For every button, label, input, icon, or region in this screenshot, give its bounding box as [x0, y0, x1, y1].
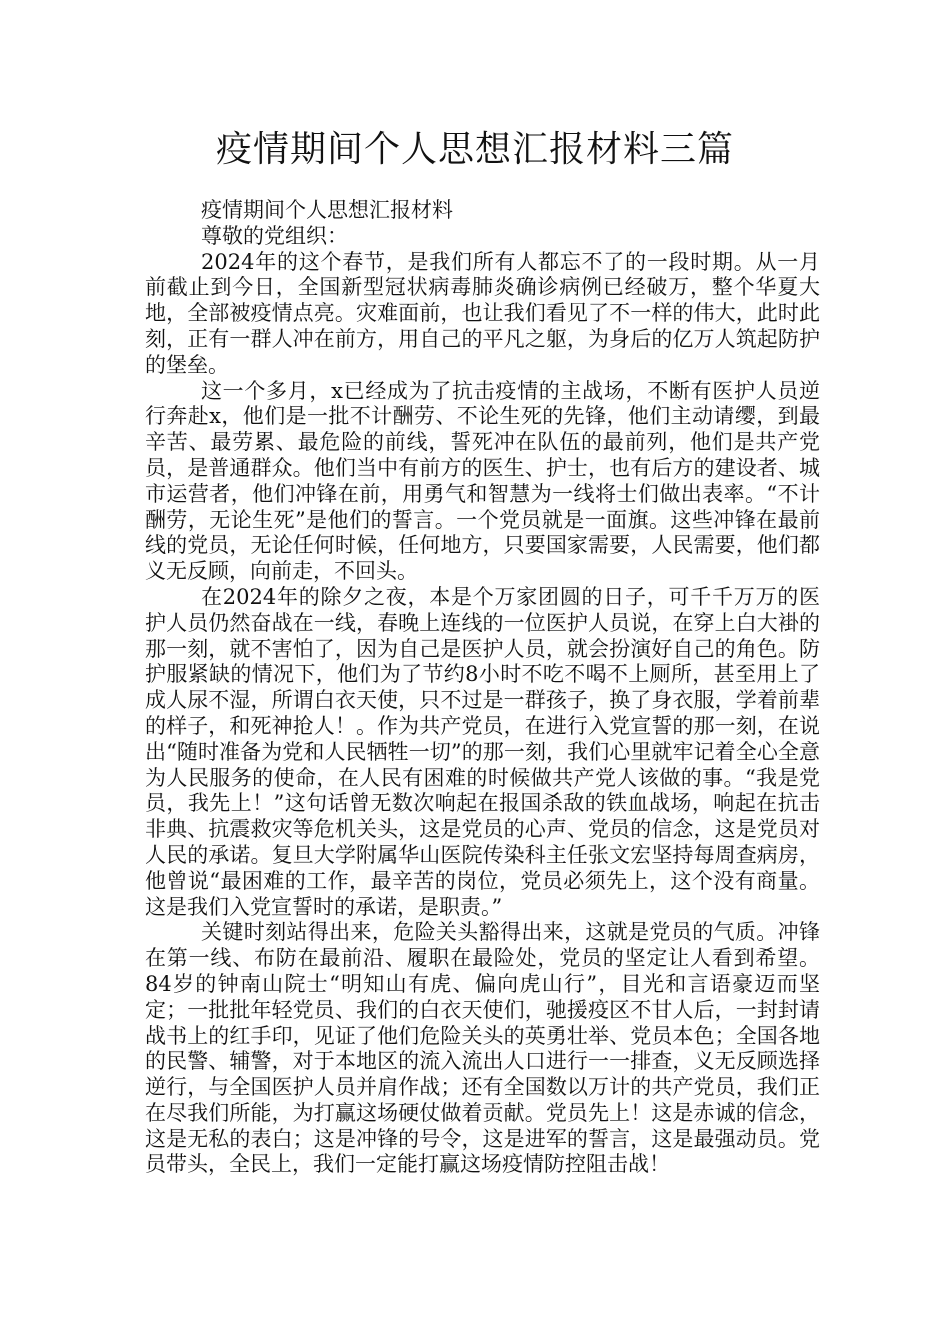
paragraph-4: 关键时刻站得出来，危险关头豁得出来，这就是党员的气质。冲锋在第一线、布防在最前沿、履职在最险处，党员的坚定让人看到希望。84岁的钟南山院士“明知山有虎、偏向虎山行”，目光和言语豪迈而坚定；一批批年轻党员、我们的白衣天使们，驰援疫区不甘人后，一封封请战书上的红手印，见证了他们危险关头的英勇壮举、党员本色；全国各地的民警、辅警，对于本地区的流入流出人口进行一一排查，义无反顾选择逆行，与全国医护人员并肩作战；还有全国数以万计的共产党员，我们正在尽我们所能，为打赢这场硬仗做着贡献。党员先上！这是赤诚的信念，这是无私的表白；这是冲锋的号令，这是进军的誓言，这是最强动员。党员带头，全民上，我们一定能打赢这场疫情防控阻击战！ — [145, 920, 820, 1177]
document-title: 疫情期间个人思想汇报材料三篇 — [215, 129, 734, 170]
paragraph-1: 2024年的这个春节，是我们所有人都忘不了的一段时期。从一月前截止到今日，全国新型冠状病毒肺炎确诊病例已经破万，整个华夏大地，全部被疫情点亮。灾难面前，也让我们看见了不一样的伟大，此时此刻，正有一群人冲在前方，用自己的平凡之躯，为身后的亿万人筑起防护的堡垒。 — [145, 249, 820, 377]
paragraph-2: 这一个多月，x已经成为了抗击疫情的主战场，不断有医护人员逆行奔赴x，他们是一批不计酬劳、不论生死的先锋，他们主动请缨，到最辛苦、最劳累、最危险的前线，誓死冲在队伍的最前列，他们是共产党员，是普通群众。他们当中有前方的医生、护士，也有后方的建设者、城市运营者，他们冲锋在前，用勇气和智慧为一线将士们做出表率。“不计酬劳，无论生死”是他们的誓言。一个党员就是一面旗。这些冲锋在最前线的党员，无论任何时候，任何地方，只要国家需要，人民需要，他们都义无反顾，向前走，不回头。 — [145, 378, 820, 584]
salutation: 尊敬的党组织： — [201, 223, 348, 248]
document-body — [145, 198, 820, 1178]
document-subtitle: 疫情期间个人思想汇报材料 — [201, 198, 453, 222]
paragraph-3: 在2024年的除夕之夜，本是个万家团圆的日子，可千千万万的医护人员仍然奋战在一线，春晚上连线的一位医护人员说，在穿上白大褂的那一刻，就不害怕了，因为自己是医护人员，就会扮演好自己的角色。防护服紧缺的情况下，他们为了节约8小时不吃不喝不上厕所，甚至用上了成人尿不湿，所谓白衣天使，只不过是一群孩子，换了身衣服，学着前辈的样子，和死神抢人！。作为共产党员，在进行入党宣誓的那一刻，在说出“随时准备为党和人民牺牲一切”的那一刻，我们心里就牢记着全心全意为人民服务的使命，在人民有困难的时候做共产党人该做的事。“我是党员，我先上！”这句话曾无数次响起在报国杀敌的铁血战场，响起在抗击非典、抗震救灾等危机关头，这是党员的心声、党员的信念，这是党员对人民的承诺。复旦大学附属华山医院传染科主任张文宏坚持每周查病房，他曾说“最困难的工作，最辛苦的岗位，党员必须先上，这个没有商量。这是我们入党宣誓时的承诺，是职责。” — [145, 584, 820, 919]
